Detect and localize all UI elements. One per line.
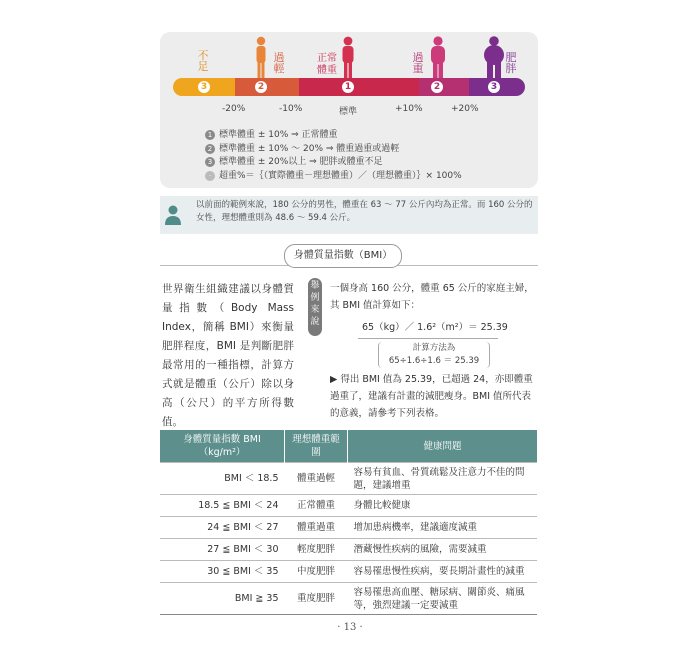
cell-bmi: 18.5 ≦ BMI ＜ 24 [160,495,285,517]
bmi-table [160,430,537,615]
cell-bmi: 24 ≦ BMI ＜ 27 [160,517,285,539]
badge-2-right: 2 [431,81,443,93]
cell-range: 中度肥胖 [285,561,348,583]
rule-badge: 2 [205,144,215,154]
table-header-row [160,430,537,463]
cell-issue: 容易罹患慢性疾病，要長期計畫性的減重 [348,561,538,583]
figure-heavy-icon [428,36,448,82]
rule-text: 標準體重 ± 10% ～ 20% ⇒ 體重過重或過輕 [219,143,400,154]
pct-plus-10: +10% [395,104,423,114]
person-icon [164,205,182,225]
header-range: 理想體重範圍 [285,430,348,463]
rule-badge: · [205,171,215,181]
cell-issue: 潛藏慢性疾病的風險，需要減重 [348,539,538,561]
cell-issue: 增加患病機率，建議適度減重 [348,517,538,539]
cell-bmi: 27 ≦ BMI ＜ 30 [160,539,285,561]
rule-badge: 3 [205,157,215,167]
rule-badge: 1 [205,130,215,140]
figure-obese-icon [482,36,506,82]
cell-issue: 身體比較健康 [348,495,538,517]
cell-range: 輕度肥胖 [285,539,348,561]
rule-text: 超重%＝｛（實際體重－理想體重）／（理想體重）｝× 100% [219,170,462,181]
label-light: 過輕 [273,51,285,75]
header-bmi: 身體質量指數 BMI（kg/m²） [160,430,285,463]
badge-3-right: 3 [488,81,500,93]
label-underweight: 不足 [197,49,209,73]
segment-heavy [419,78,469,96]
header-issue: 健康問題 [348,430,538,463]
calc-method-expr: 65÷1.6÷1.6 ＝ 25.39 [388,356,480,366]
rule-text: 標準體重 ± 10% ⇒ 正常體重 [219,130,338,140]
cell-range: 體重過輕 [285,463,348,495]
label-normal: 正常體重 [317,53,337,76]
cell-issue: 容易有貧血、骨質疏鬆及注意力不佳的問題，建議增重 [348,463,538,495]
example-intro: 一個身高 160 公分，體重 65 公斤的家庭主婦，其 BMI 值計算如下： [330,283,534,311]
table-row [160,583,537,615]
table-row [160,495,537,517]
cell-issue: 容易罹患高血壓、糖尿病、關節炎、痛風等，強烈建議一定要減重 [348,583,538,615]
badge-2-left: 2 [255,81,267,93]
pct-standard: 標準 [339,107,358,117]
info-note-text: 以前面的範例來說，180 公分的男性，體重在 63 ～ 77 公斤內均為正常。而 160 公分的女性，理想體重則為 48.6 ～ 59.4 公斤。 [196,200,533,223]
cell-range: 正常體重 [285,495,348,517]
table-row [160,517,537,539]
table-row [160,539,537,561]
rule-text: 標準體重 ± 20%以上 ⇒ 肥胖或體重不足 [219,157,383,167]
table-row [160,463,537,495]
calc-method-title: 計算方法為 [412,343,456,353]
cell-range: 體重過重 [285,517,348,539]
example-tag: 舉例來說 [308,278,322,336]
rule-item [205,129,462,143]
label-obese: 肥胖 [505,51,517,75]
figure-normal-icon [339,36,357,82]
badge-3-left: 3 [198,81,210,93]
table-row [160,561,537,583]
label-heavy: 過重 [412,51,424,75]
pct-minus-10: -10% [279,104,303,114]
rule-item [205,143,462,157]
section-title: 身體質量指數（BMI） [284,244,402,268]
cell-bmi: 30 ≦ BMI ＜ 35 [160,561,285,583]
result-paragraph: ▶ 得出 BMI 值為 25.39，已超過 24，亦即體重過重了，建議有計畫的減肥瘦身。BMI 值所代表的意義，請參考下列表格。 [330,374,533,419]
page-number: · 13 · [337,622,363,633]
pct-minus-20: -20% [222,104,246,114]
cell-bmi: BMI ＜ 18.5 [160,463,285,495]
bmi-formula: 65（kg）／ 1.6²（m²）＝ 25.39 [362,322,508,333]
bmi-definition-paragraph: 世界衛生組織建議以身體質量指數（Body Mass Index，簡稱 BMI）來衡量肥胖程度，BMI 是判斷肥胖最常用的一種指標，計算方式就是體重（公斤）除以身高（公尺）的平方所得數值。 [162,283,294,428]
weight-rules-list [205,129,462,183]
segment-normal [299,78,419,96]
badge-1-center: 1 [342,81,354,93]
pct-plus-20: +20% [451,104,479,114]
figure-light-icon [253,36,269,82]
cell-range: 重度肥胖 [285,583,348,615]
segment-light [235,78,299,96]
calc-method-box [378,342,490,368]
rule-item [205,170,462,184]
rule-item [205,156,462,170]
cell-bmi: BMI ≧ 35 [160,583,285,615]
formula-underline [358,338,498,339]
